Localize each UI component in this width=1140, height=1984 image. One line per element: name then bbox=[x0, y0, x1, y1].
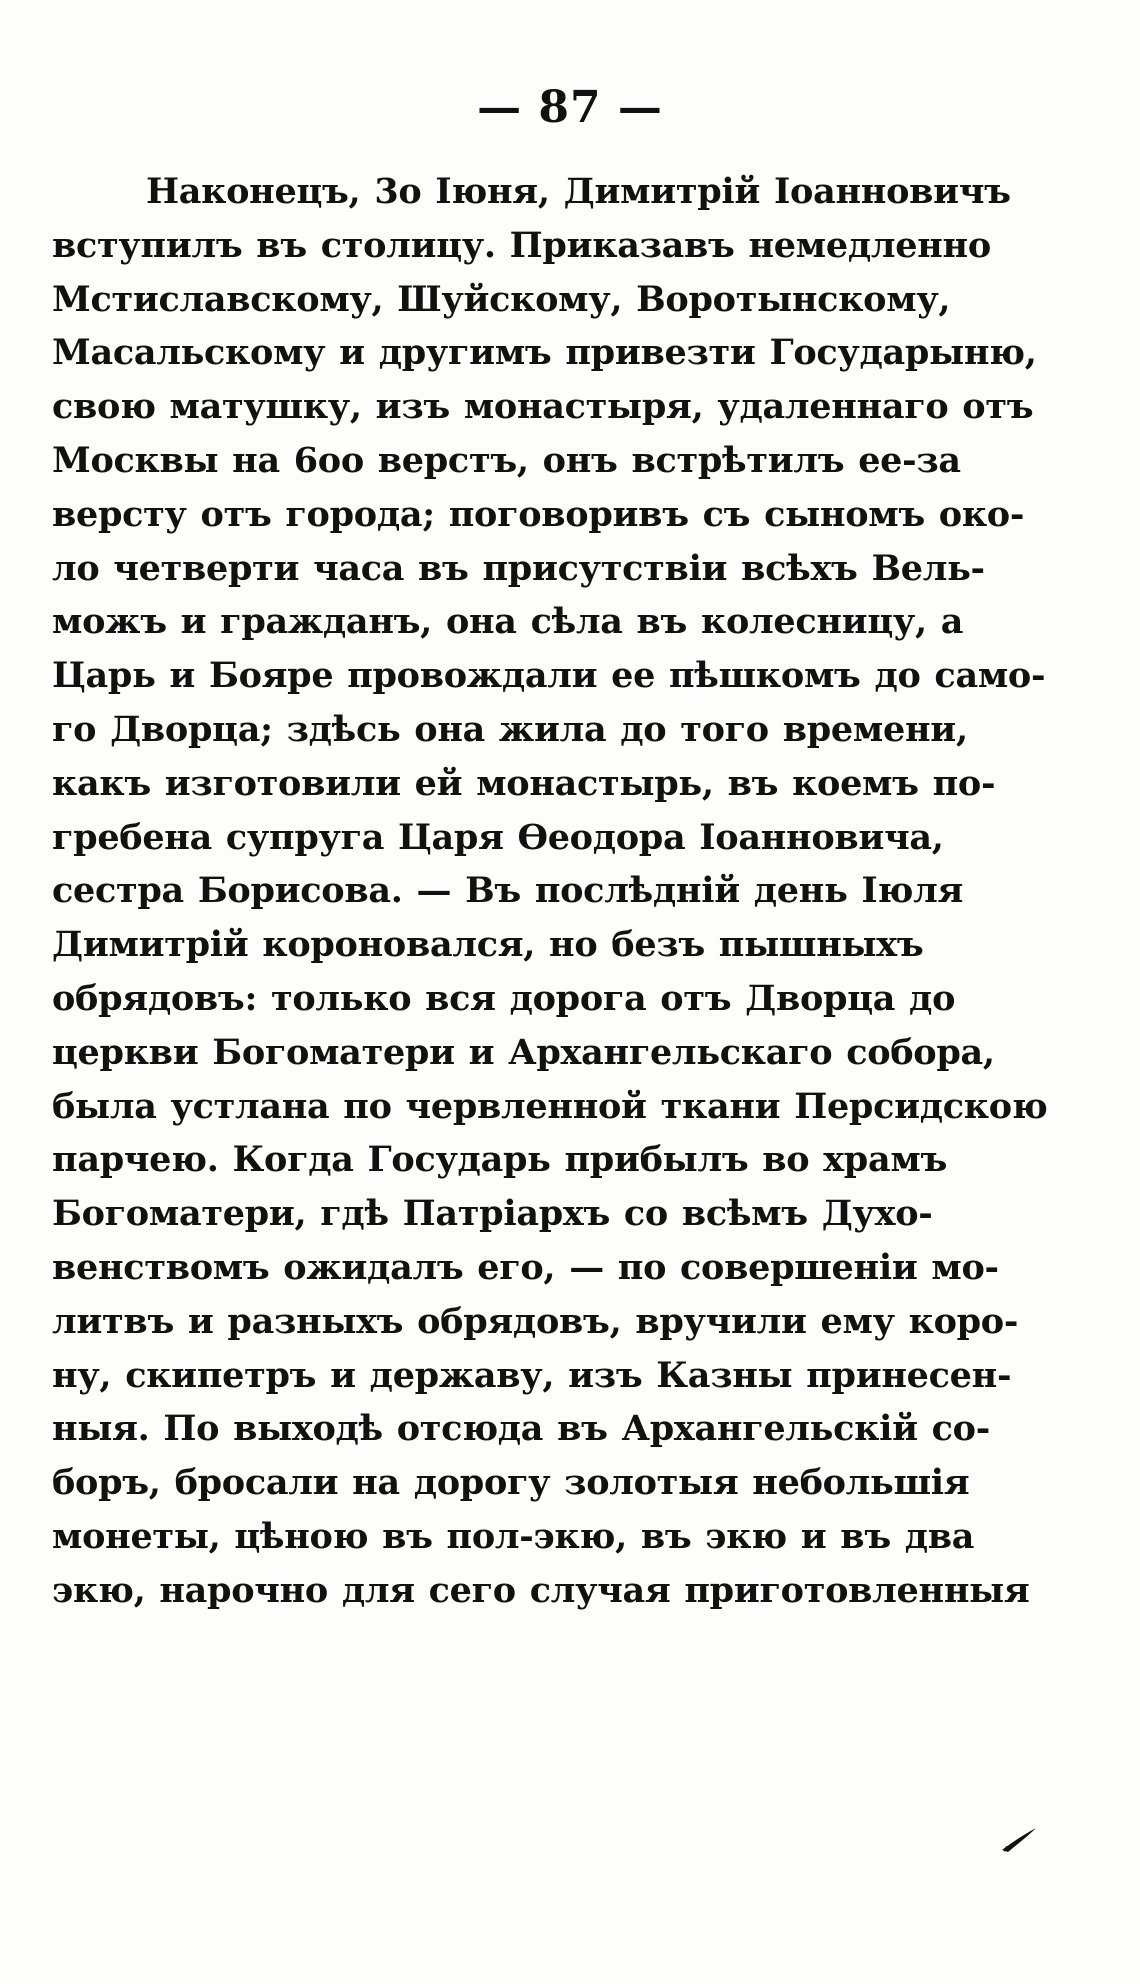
text-line: Богоматери, гдѣ Патріархъ со всѣмъ Духо- bbox=[52, 1193, 933, 1235]
text-line: Москвы на 6оо верстъ, онъ встрѣтилъ ее-за bbox=[52, 439, 961, 481]
body-text bbox=[52, 165, 1048, 1618]
text-line: обрядовъ: только вся дорога отъ Дворца до bbox=[52, 977, 956, 1019]
text-line: версту отъ города; поговоривъ съ сыномъ око- bbox=[52, 493, 1025, 535]
text-line: ныя. По выходѣ отсюда въ Архангельскій со- bbox=[52, 1408, 990, 1450]
text-line: Димитрій короновался, но безъ пышныхъ bbox=[52, 924, 924, 966]
text-line: Мстиславскому, Шуйскому, Воротынскому, bbox=[52, 278, 951, 320]
text-line: церкви Богоматери и Архангельскаго собора, bbox=[52, 1031, 995, 1073]
text-line: го Дворца; здѣсь она жила до того времени, bbox=[52, 708, 968, 750]
text-line: вступилъ въ столицу. Приказавъ немедленно bbox=[52, 224, 991, 266]
text-line: свою матушку, изъ монастыря, удаленнаго отъ bbox=[52, 386, 1034, 428]
text-line: ло четверти часа въ присутствіи всѣхъ Вель- bbox=[52, 547, 985, 589]
text-line: монеты, цѣною въ пол-экю, въ экю и въ два bbox=[52, 1515, 975, 1557]
text-line: парчею. Когда Государь прибылъ во храмъ bbox=[52, 1139, 947, 1181]
text-line: Наконецъ, 3о Іюня, Димитрій Іоанновичъ bbox=[146, 171, 1011, 212]
text-line: какъ изготовили ей монастырь, въ коемъ по- bbox=[52, 762, 996, 804]
text-line: Масальскому и другимъ привезти Государыню, bbox=[52, 332, 1037, 374]
text-line: боръ, бросали на дорогу золотыя небольшія bbox=[52, 1462, 970, 1504]
ink-mark-icon bbox=[1000, 1824, 1040, 1854]
text-line: ну, скипетръ и державу, изъ Казны принесен- bbox=[52, 1354, 1012, 1396]
page-number: — 87 — bbox=[477, 82, 663, 133]
text-line: гребена супруга Царя Ѳеодора Іоанновича, bbox=[52, 816, 944, 858]
text-line: литвъ и разныхъ обрядовъ, вручили ему коро- bbox=[52, 1300, 1019, 1342]
text-line: экю, нарочно для сего случая приготовленныя bbox=[52, 1569, 1030, 1611]
text-line: сестра Борисова. — Въ послѣдній день Іюля bbox=[52, 870, 964, 912]
text-line: была устлана по червленной ткани Персидскою bbox=[52, 1085, 1048, 1127]
text-line: венствомъ ожидалъ его, — по совершеніи мо- bbox=[52, 1246, 999, 1288]
text-line: Царь и Бояре провождали ее пѣшкомъ до само- bbox=[52, 655, 1046, 697]
text-line: можъ и гражданъ, она сѣла въ колесницу, а bbox=[52, 601, 964, 643]
